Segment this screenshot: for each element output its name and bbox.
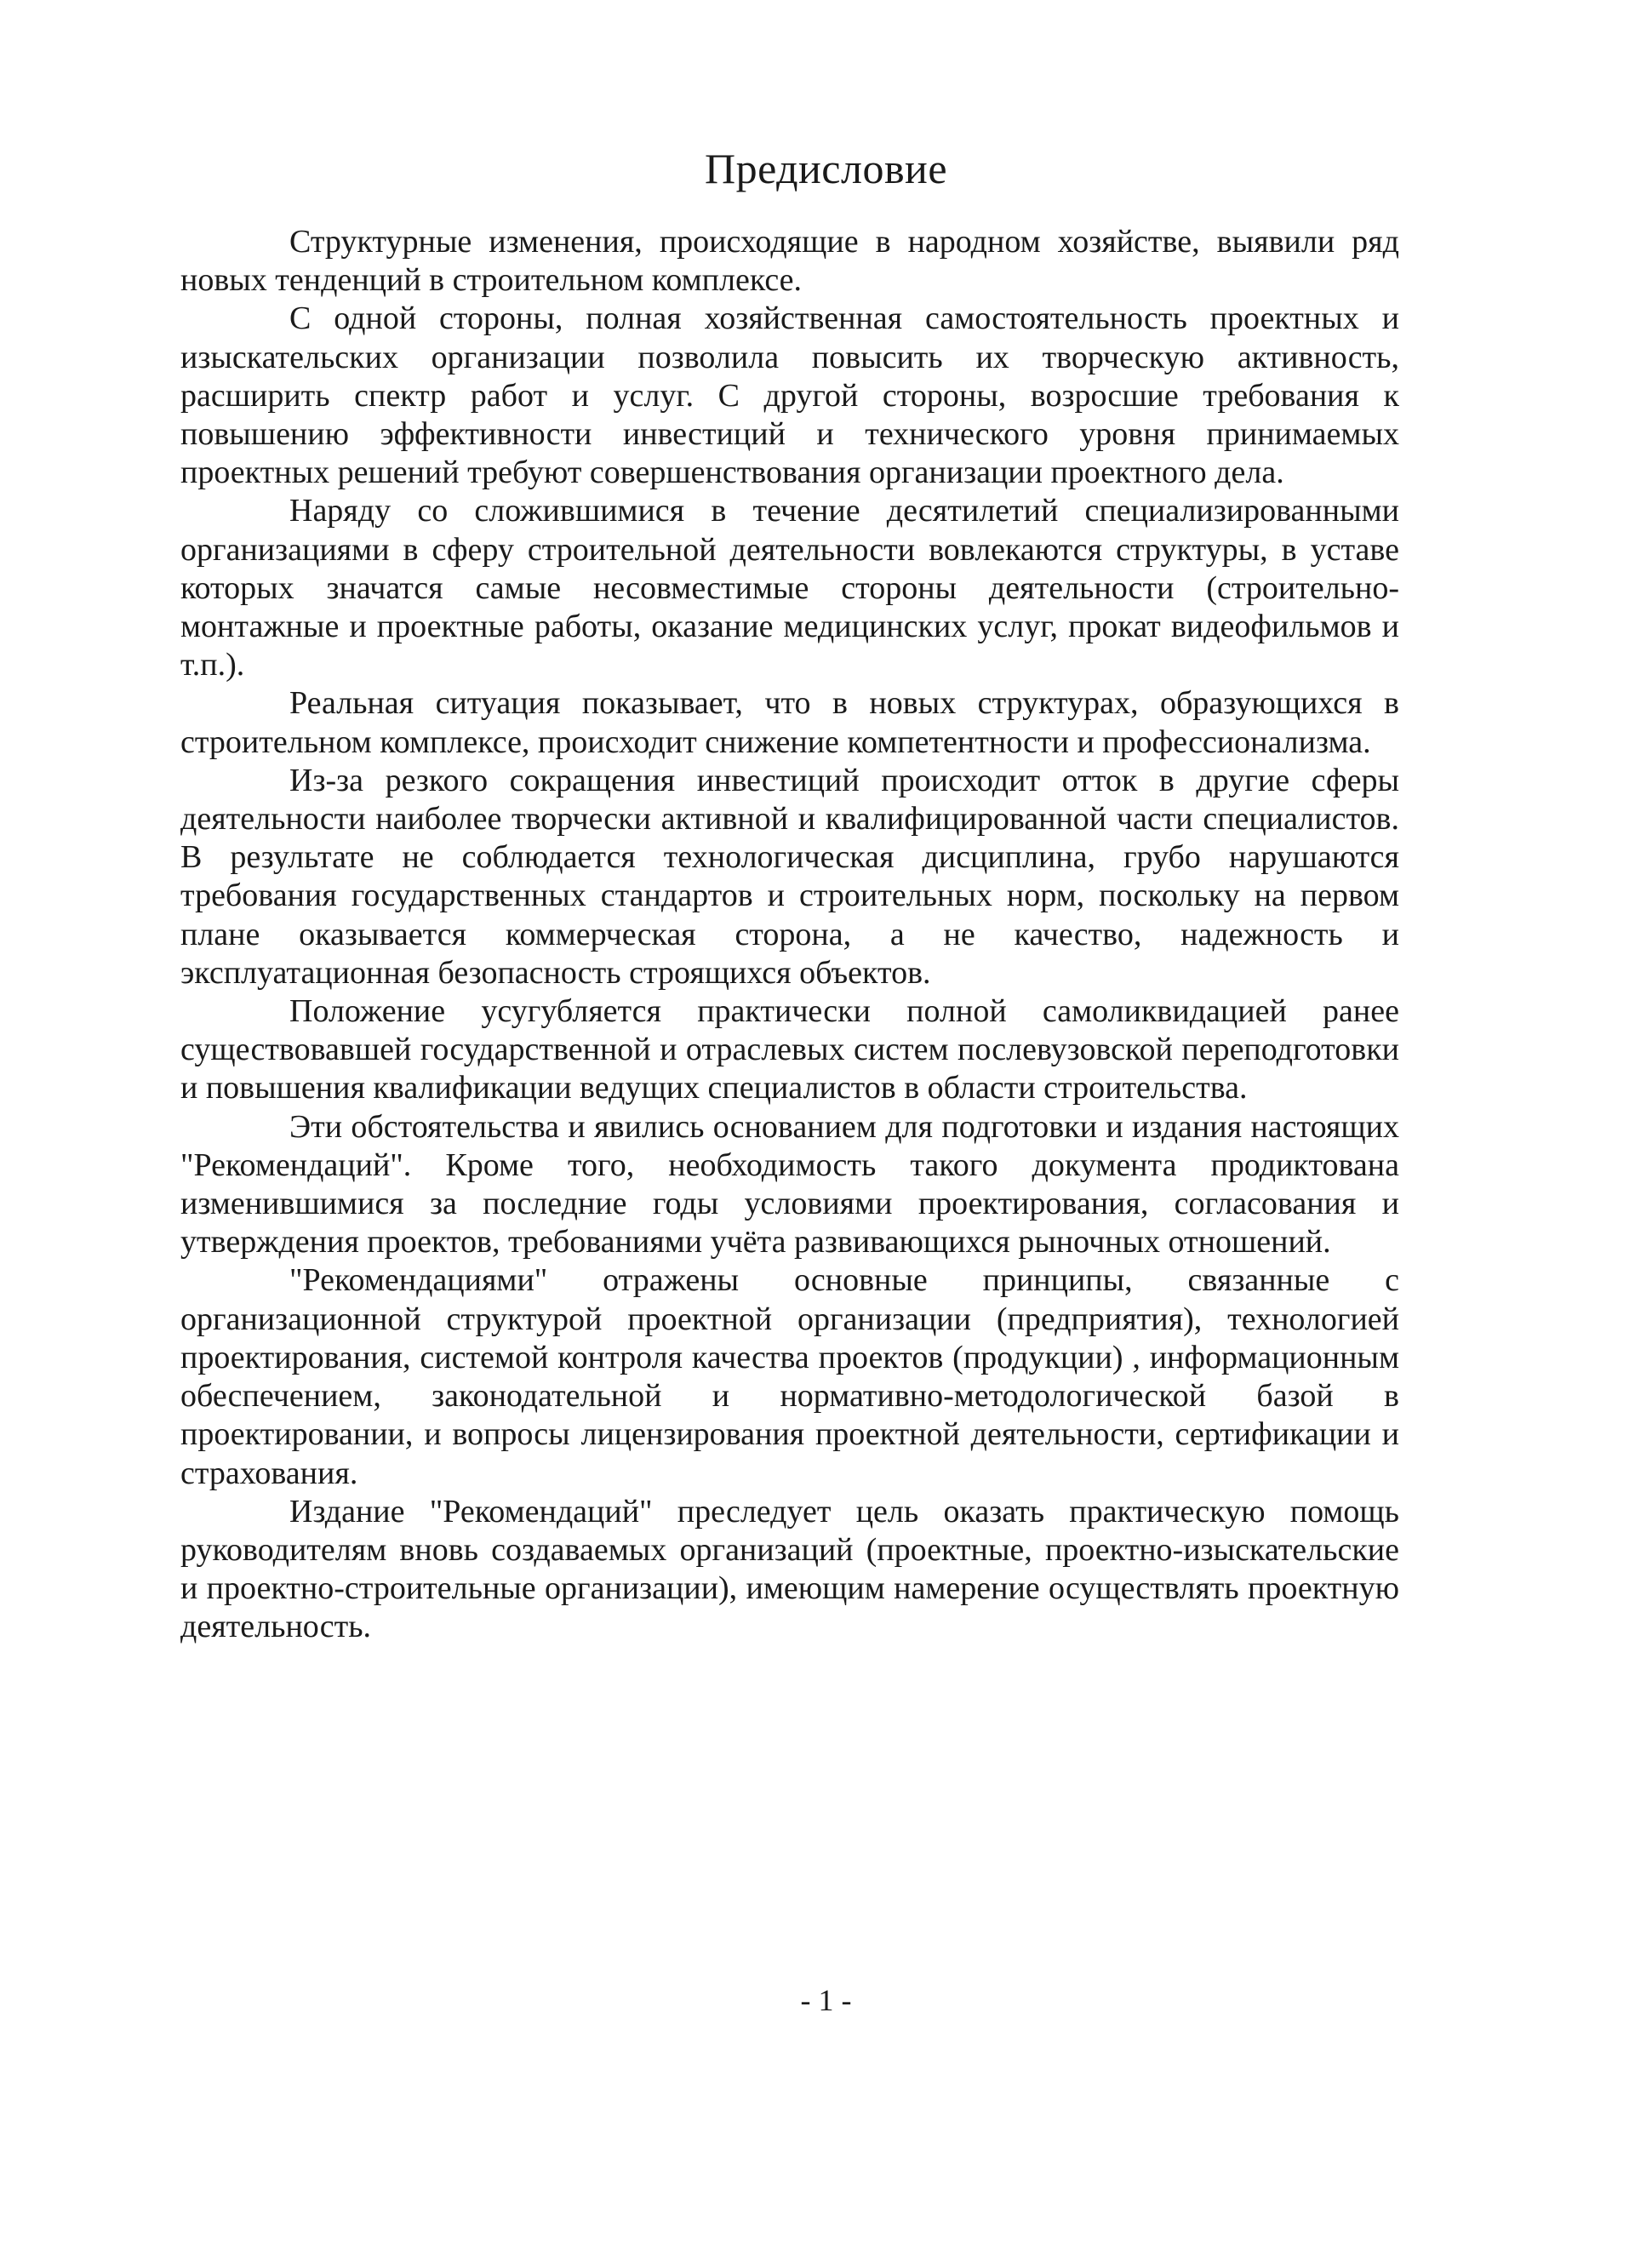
page-number: - 1 - — [800, 1983, 852, 2017]
paragraph: Из-за резкого сокращения инвестиций происходит отток в другие сферы деятельности наиболее творчески активной и квалифицированной части специалистов. В результате не соблюдается технологическая дисциплина, грубо нарушаются требования государственных стандартов и строительных норм, поскольку на первом плане оказывается коммерческая сторона, а не качество, надежность и эксплуатационная безопасность строящихся объектов. — [180, 762, 1399, 991]
paragraph: Структурные изменения, происходящие в народном хозяйстве, выявили ряд новых тенденций в строительном комплексе. — [180, 224, 1399, 299]
document-heading: Предисловие — [704, 145, 948, 192]
paragraph: Положение усугубляется практически полной самоликвидацией ранее существовавшей государственной и отраслевых систем послевузовской переподготовки и повышения квалификации ведущих специалистов в области строительства. — [180, 993, 1399, 1106]
paragraph: Эти обстоятельства и явились основанием для подготовки и издания настоящих "Рекомендаций". Кроме того, необходимость такого документа продиктована изменившимися за последние годы условиями проектирования, согласования и утверждения проектов, требованиями учёта развивающихся рыночных отношений. — [180, 1108, 1399, 1261]
paragraph: "Рекомендациями" отражены основные принципы, связанные с организационной структурой проектной организации (предприятия), технологией проектирования, системой контроля качества проектов (продукции) , информационным обеспечением, законодательной и нормативно-методологической базой в проектировании, и вопросы лицензирования проектной деятельности, сертификации и страхования. — [180, 1262, 1399, 1491]
paragraph: Наряду со сложившимися в течение десятилетий специализированными организациями в сферу строительной деятельности вовлекаются структуры, в уставе которых значатся самые несовместимые стороны деятельности (строительно-монтажные и проектные работы, оказание медицинских услуг, прокат видеофильмов и т.п.). — [180, 493, 1399, 683]
paragraph: Реальная ситуация показывает, что в новых структурах, образующихся в строительном комплексе, происходит снижение компетентности и профессионализма. — [180, 685, 1399, 760]
document-body — [180, 223, 1399, 1647]
paragraph: С одной стороны, полная хозяйственная самостоятельность проектных и изыскательских организации позволила повысить их творческую активность, расширить спектр работ и услуг. С другой стороны, возросшие требования к повышению эффективности инвестиций и технического уровня принимаемых проектных решений требуют совершенствования организации проектного дела. — [180, 300, 1399, 491]
paragraph: Издание "Рекомендаций" преследует цель оказать практическую помощь руководителям вновь создаваемых организаций (проектные, проектно-изыскательские и проектно-строительные организации), имеющим намерение осуществлять проектную деятельность. — [180, 1493, 1399, 1645]
